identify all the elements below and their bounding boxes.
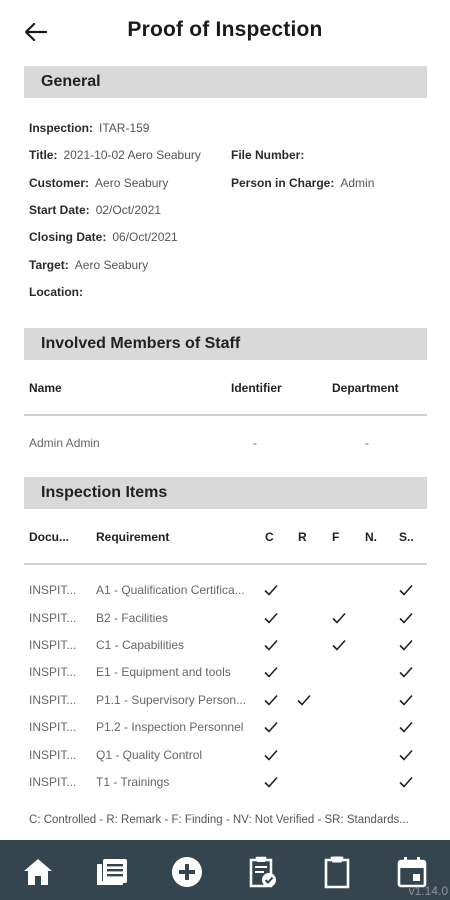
staff-name: Admin Admin	[29, 436, 100, 450]
item-document: INSPIT...	[29, 638, 77, 652]
field-start-date	[29, 203, 161, 217]
staff-col-department: Department	[332, 381, 399, 395]
section-staff-header: Involved Members of Staff	[24, 328, 427, 360]
item-document: INSPIT...	[29, 611, 77, 625]
staff-identifier: -	[253, 436, 257, 450]
item-document: INSPIT...	[29, 583, 77, 597]
staff-col-name: Name	[29, 381, 62, 395]
field-label: Title:	[29, 148, 58, 162]
check-icon-c	[264, 666, 278, 678]
add-circle-icon	[171, 856, 203, 888]
app-version: v1.14.0	[408, 884, 448, 898]
item-requirement: Q1 - Quality Control	[96, 748, 203, 762]
check-icon-c	[264, 776, 278, 788]
item-document: INSPIT...	[29, 693, 77, 707]
field-label: Customer:	[29, 176, 90, 190]
item-requirement: A1 - Qualification Certifica...	[96, 583, 245, 597]
check-icon-s	[399, 584, 413, 596]
field-customer	[29, 176, 168, 190]
field-value: Aero Seabury	[95, 176, 169, 190]
check-icon-s	[399, 694, 413, 706]
check-icon-s	[399, 639, 413, 651]
item-document: INSPIT...	[29, 748, 77, 762]
bottom-navigation	[0, 840, 450, 900]
field-value: 02/Oct/2021	[95, 203, 162, 217]
field-value: Aero Seabury	[74, 258, 149, 272]
items-header-divider	[24, 563, 427, 565]
items-col-document: Docu...	[29, 530, 70, 544]
check-icon-c	[264, 721, 278, 733]
item-document: INSPIT...	[29, 775, 77, 789]
field-label: File Number:	[231, 148, 305, 162]
check-icon-s	[399, 721, 413, 733]
check-icon-c	[264, 612, 278, 624]
check-icon-c	[264, 639, 278, 651]
items-col-r: R	[298, 530, 307, 544]
item-requirement: B2 - Facilities	[96, 611, 169, 625]
field-title	[29, 148, 201, 162]
field-target	[29, 258, 148, 272]
check-icon-s	[399, 666, 413, 678]
home-icon	[22, 857, 54, 887]
field-inspection	[29, 121, 149, 135]
item-requirement: E1 - Equipment and tools	[96, 665, 231, 679]
clipboard-icon	[322, 855, 352, 889]
field-closing-date	[29, 230, 178, 244]
field-label: Location:	[29, 285, 83, 299]
staff-header-divider	[24, 414, 427, 416]
item-requirement: T1 - Trainings	[96, 775, 170, 789]
nav-documents-button[interactable]	[92, 852, 132, 892]
nav-home-button[interactable]	[18, 852, 58, 892]
check-icon-f	[332, 612, 346, 624]
field-value: 06/Oct/2021	[112, 230, 178, 244]
field-value: ITAR-159	[99, 121, 150, 135]
field-label: Inspection:	[29, 121, 94, 135]
field-label: Person in Charge:	[231, 176, 335, 190]
items-col-c: C	[265, 530, 274, 544]
item-requirement: C1 - Capabilities	[96, 638, 185, 652]
nav-inspections-button[interactable]	[242, 852, 282, 892]
check-icon-s	[399, 612, 413, 624]
section-general-header: General	[24, 66, 427, 98]
field-value: 2021-10-02 Aero Seabury	[63, 148, 201, 162]
field-file-number	[231, 148, 310, 162]
check-icon-s	[399, 749, 413, 761]
item-requirement: P1.2 - Inspection Personnel	[96, 720, 244, 734]
item-requirement: P1.1 - Supervisory Person...	[96, 693, 247, 707]
nav-clipboard-button[interactable]	[317, 852, 357, 892]
documents-icon	[95, 857, 129, 887]
check-icon-s	[399, 776, 413, 788]
nav-add-button[interactable]	[167, 852, 207, 892]
check-icon-c	[264, 749, 278, 761]
field-label: Target:	[29, 258, 69, 272]
field-location	[29, 285, 89, 299]
section-items-header: Inspection Items	[24, 477, 427, 509]
items-col-f: F	[332, 530, 340, 544]
staff-department: -	[365, 436, 369, 450]
check-icon-c	[264, 584, 278, 596]
field-label: Closing Date:	[29, 230, 107, 244]
check-icon-f	[332, 639, 346, 651]
clipboard-check-icon	[245, 855, 279, 889]
items-col-requirement: Requirement	[96, 530, 170, 544]
field-label: Start Date:	[29, 203, 90, 217]
items-col-n: N.	[365, 530, 377, 544]
field-person-in-charge	[231, 176, 374, 190]
check-icon-r	[297, 694, 311, 706]
staff-col-identifier: Identifier	[231, 381, 282, 395]
check-icon-c	[264, 694, 278, 706]
item-document: INSPIT...	[29, 720, 77, 734]
item-document: INSPIT...	[29, 665, 77, 679]
page-title: Proof of Inspection	[127, 18, 323, 41]
items-col-s: S..	[399, 530, 414, 544]
app-header	[0, 0, 450, 64]
field-value: Admin	[340, 176, 375, 190]
items-legend: C: Controlled - R: Remark - F: Finding - NV: Not Verified - SR: Standards...	[29, 814, 409, 826]
